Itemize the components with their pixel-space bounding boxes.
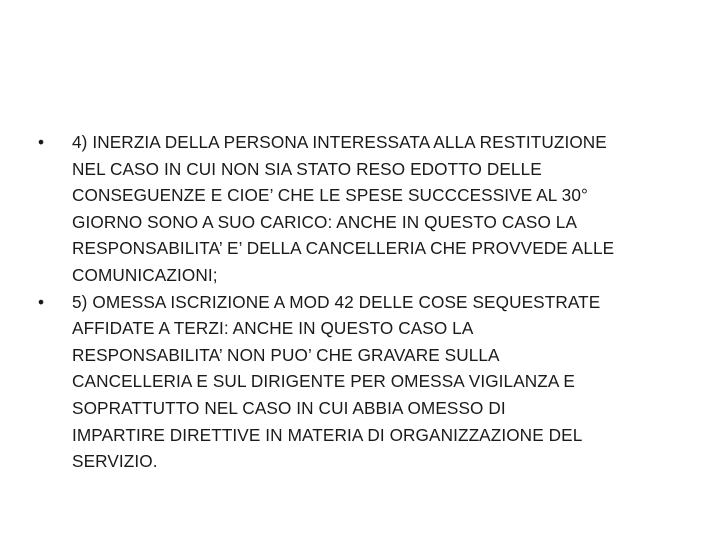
text-line: SOPRATTUTTO NEL CASO IN CUI ABBIA OMESSO DI [72,397,506,418]
bullet-text [72,289,698,475]
text-line: NEL CASO IN CUI NON SIA STATO RESO EDOTTO DELLE [72,158,542,179]
text-line: CANCELLERIA E SUL DIRIGENTE PER OMESSA VIGILANZA E [72,371,575,392]
text-line: GIORNO SONO A SUO CARICO: ANCHE IN QUESTO CASO LA [72,211,578,232]
text-line: 4) INERZIA DELLA PERSONA INTERESSATA ALLA RESTITUZIONE [72,132,607,152]
text-line: RESPONSABILITA’ NON PUO’ CHE GRAVARE SULLA [72,344,500,365]
bullet-text [72,129,698,289]
bullet-item-5 [38,289,698,475]
bullet-item-4 [38,129,698,289]
text-line: SERVIZIO. [72,451,158,472]
text-line: COMUNICAZIONI; [72,264,218,285]
text-line: CONSEGUENZE E CIOE’ CHE LE SPESE SUCCCESSIVE AL 30° [72,185,588,206]
bullet-icon: • [38,291,45,312]
text-line: AFFIDATE A TERZI: ANCHE IN QUESTO CASO LA [72,318,474,339]
text-line: IMPARTIRE DIRETTIVE IN MATERIA DI ORGANIZZAZIONE DEL [72,424,583,445]
bullet-list [38,129,698,475]
bullet-icon: • [38,132,45,152]
text-line: 5) OMESSA ISCRIZIONE A MOD 42 DELLE COSE SEQUESTRATE [72,291,601,312]
text-line: RESPONSABILITA’ E’ DELLA CANCELLERIA CHE PROVVEDE ALLE [72,238,615,259]
